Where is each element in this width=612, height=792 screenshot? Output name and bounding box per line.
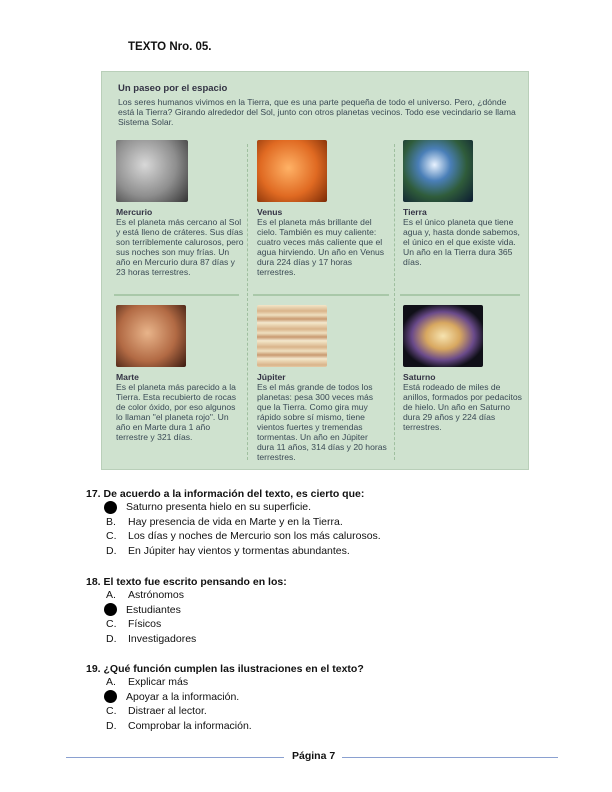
option-text: Saturno presenta hielo en su superficie. bbox=[126, 501, 312, 514]
answer-option[interactable] bbox=[86, 617, 287, 632]
option-text: Comprobar la información. bbox=[128, 719, 252, 732]
option-letter: C. bbox=[106, 705, 117, 718]
answer-option[interactable] bbox=[86, 544, 381, 559]
footer-rule bbox=[66, 757, 284, 758]
option-text: En Júpiter hay vientos y tormentas abundantes. bbox=[128, 544, 350, 557]
question-18 bbox=[86, 576, 287, 646]
planet-card-saturn bbox=[403, 305, 525, 432]
option-text: Estudiantes bbox=[126, 603, 181, 616]
footer-rule bbox=[342, 757, 558, 758]
answer-option[interactable] bbox=[86, 603, 287, 618]
option-text: Explicar más bbox=[128, 676, 189, 689]
option-text: Hay presencia de vida en Marte y en la Tierra. bbox=[128, 515, 343, 528]
saturn-image bbox=[403, 305, 483, 367]
planet-description: Es el planeta más parecido a la Tierra. Esta recubierto de rocas de color óxido, por eso algunos lo llaman "el planeta rojo". Un año en Marte dura 1 año terrestre y 321 días. bbox=[116, 382, 237, 442]
option-text: Distraer al lector. bbox=[128, 705, 207, 718]
earth-image bbox=[403, 140, 473, 202]
answer-option[interactable] bbox=[86, 675, 364, 690]
panel-intro: Los seres humanos vivimos en la Tierra, que es una parte pequeña de todo el universo. Pero, ¿dónde está la Tierra? Girando alrededor del Sol, junto con otros planetas vecinos. Todo ese vecindario se llama Sistema Solar. bbox=[118, 97, 516, 127]
venus-image bbox=[257, 140, 327, 202]
planet-name: Saturno bbox=[403, 372, 436, 382]
filled-bubble-icon bbox=[104, 501, 117, 514]
answer-option[interactable] bbox=[86, 690, 364, 705]
question-19 bbox=[86, 663, 364, 733]
planet-name: Mercurio bbox=[116, 207, 153, 217]
planet-name: Tierra bbox=[403, 207, 427, 217]
reading-panel bbox=[101, 71, 529, 470]
planet-name: Venus bbox=[257, 207, 283, 217]
document-title: TEXTO Nro. 05. bbox=[128, 41, 212, 53]
answer-option[interactable] bbox=[86, 515, 381, 530]
filled-bubble-icon bbox=[104, 603, 117, 616]
page-footer bbox=[66, 750, 558, 764]
answer-option[interactable] bbox=[86, 500, 381, 515]
option-text: Los días y noches de Mercurio son los más calurosos. bbox=[128, 530, 381, 543]
question-17 bbox=[86, 488, 381, 558]
option-letter: A. bbox=[106, 676, 116, 689]
planet-card-jupiter bbox=[257, 305, 387, 462]
answer-option[interactable] bbox=[86, 588, 287, 603]
mars-image bbox=[116, 305, 186, 367]
row-divider bbox=[114, 294, 239, 296]
option-letter: B. bbox=[106, 515, 116, 528]
planet-card-venus bbox=[257, 140, 385, 277]
panel-heading: Un paseo por el espacio bbox=[118, 83, 228, 94]
planet-description: Es el único planeta que tiene agua y, hasta donde sabemos, el único en el que existe vida. Un año en la Tierra dura 365 días. bbox=[403, 217, 520, 267]
planet-description: Es el más grande de todos los planetas: pesa 300 veces más que la Tierra. Como gira muy rápido sobre sí mismo, tiene vientos fuertes y tremendas tormentas. Un año en Júpiter dura 11 años, 314 días y 20 horas terrestres. bbox=[257, 382, 387, 462]
question-stem: 17. De acuerdo a la información del texto, es cierto que: bbox=[86, 488, 365, 500]
page-number: Página 7 bbox=[292, 750, 336, 762]
question-stem: 19. ¿Qué función cumplen las ilustraciones en el texto? bbox=[86, 663, 364, 675]
option-letter: D. bbox=[106, 719, 117, 732]
option-text: Físicos bbox=[128, 618, 162, 631]
option-letter: C. bbox=[106, 618, 117, 631]
column-divider bbox=[394, 144, 395, 460]
answer-option[interactable] bbox=[86, 704, 364, 719]
planet-card-mars bbox=[116, 305, 244, 442]
answer-option[interactable] bbox=[86, 632, 287, 647]
mercury-image bbox=[116, 140, 188, 202]
planet-name: Júpiter bbox=[257, 372, 286, 382]
question-stem: 18. El texto fue escrito pensando en los: bbox=[86, 576, 287, 588]
planet-description: Está rodeado de miles de anillos, formados por pedacitos de hielo. Un año en Saturno dura 29 años y 224 días terrestres. bbox=[403, 382, 522, 432]
jupiter-image bbox=[257, 305, 327, 367]
row-divider bbox=[253, 294, 389, 296]
row-divider bbox=[400, 294, 520, 296]
filled-bubble-icon bbox=[104, 690, 117, 703]
option-text: Astrónomos bbox=[128, 589, 185, 602]
column-divider bbox=[247, 144, 248, 460]
answer-option[interactable] bbox=[86, 529, 381, 544]
planet-description: Es el planeta más brillante del cielo. También es muy caliente: cuatro veces más caliente que el agua hirviendo. Un año en Venus dura 224 días y 17 horas terrestres. bbox=[257, 217, 385, 277]
planet-description: Es el planeta más cercano al Sol y está lleno de cráteres. Sus días son terriblemente calurosos, pero sus noches son muy frías. Un año en Mercurio dura 87 días y 23 horas terrestres. bbox=[116, 217, 244, 277]
planet-card-mercury bbox=[116, 140, 244, 277]
option-letter: C. bbox=[106, 530, 117, 543]
option-text: Apoyar a la información. bbox=[126, 690, 240, 703]
option-text: Investigadores bbox=[128, 632, 197, 645]
planet-name: Marte bbox=[116, 372, 139, 382]
option-letter: D. bbox=[106, 544, 117, 557]
option-letter: D. bbox=[106, 632, 117, 645]
option-letter: A. bbox=[106, 589, 116, 602]
planet-card-earth bbox=[403, 140, 525, 267]
answer-option[interactable] bbox=[86, 719, 364, 734]
